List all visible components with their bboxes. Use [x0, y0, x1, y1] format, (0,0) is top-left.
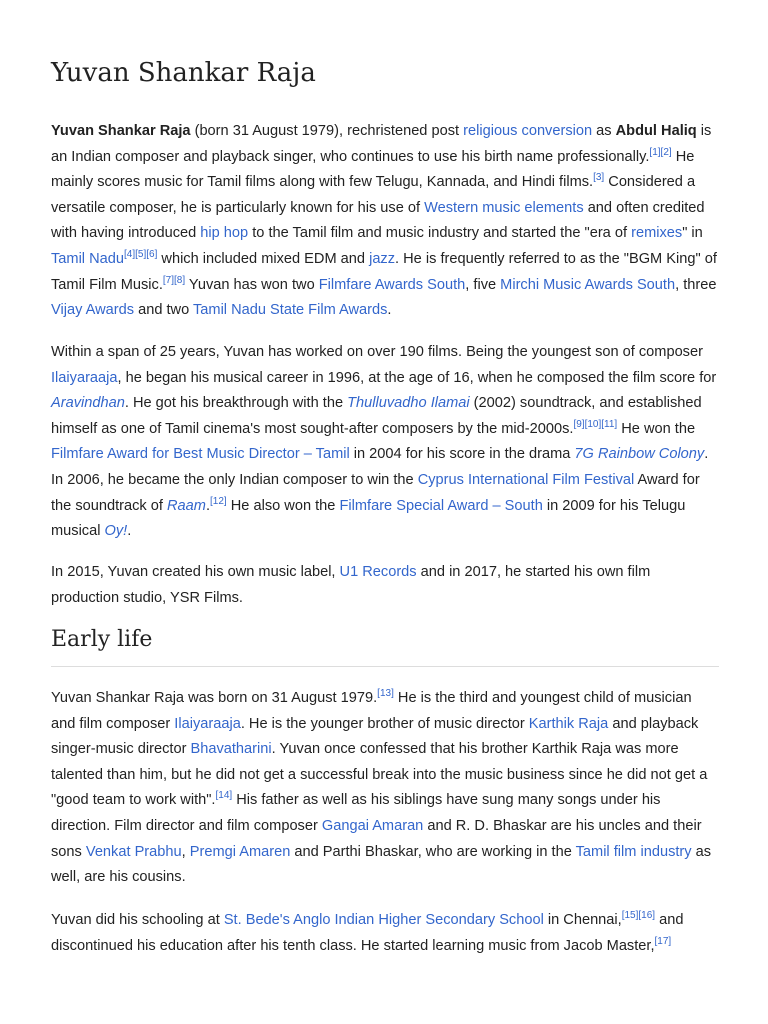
- text: " in: [682, 225, 703, 242]
- text: (2002) soundtrack, and established himself as one of Tamil cinema's most sought-after composers by the mid-2000s.: [51, 395, 702, 437]
- text: in Chennai,: [543, 912, 622, 928]
- link-st-bedes-school[interactable]: St. Bede's Anglo Indian Higher Secondary School: [223, 912, 544, 928]
- link-remixes[interactable]: remixes: [631, 225, 683, 242]
- text: and often credited with having introduced: [51, 199, 705, 242]
- text: and R. D. Bhaskar are his uncles and their sons: [51, 817, 702, 860]
- text: as: [592, 123, 616, 139]
- link-tamil-film-industry[interactable]: Tamil film industry: [575, 843, 692, 860]
- link-western-music-elements[interactable]: Western music elements: [424, 199, 584, 216]
- link-thulluvadho-ilamai[interactable]: Thulluvadho Ilamai: [347, 395, 470, 412]
- citation[interactable]: [7][8]: [162, 274, 186, 286]
- text: Yuvan Shankar Raja was born on 31 August 1979.: [51, 690, 378, 706]
- text: and in 2017, he started his own film production studio, YSR Films.: [51, 564, 651, 606]
- link-premgi-amaren[interactable]: Premgi Amaren: [189, 843, 291, 860]
- page-title: Yuvan Shankar Raja: [51, 58, 316, 88]
- text: in 2009 for his Telugu musical: [51, 497, 686, 540]
- text: . In 2006, he became the only Indian composer to win the: [51, 446, 709, 488]
- link-u1-records[interactable]: U1 Records: [339, 564, 417, 580]
- text: Within a span of 25 years, Yuvan has worked on over 190 films. Being the youngest son of composer: [51, 344, 703, 360]
- alt-name: Abdul Haliq: [615, 123, 697, 139]
- text: Considered a versatile composer, he is particularly known for his use of: [51, 174, 696, 216]
- link-mirchi-music-awards-south[interactable]: Mirchi Music Awards South: [500, 276, 676, 293]
- link-tamil-nadu-state-film-awards[interactable]: Tamil Nadu State Film Awards: [193, 302, 388, 319]
- link-filmfare-special-award-south[interactable]: Filmfare Special Award – South: [339, 497, 543, 514]
- text: Yuvan did his schooling at: [51, 912, 224, 928]
- section-heading-early-life: Early life: [51, 627, 719, 667]
- text: Award for the soundtrack of: [51, 471, 700, 514]
- text: , he began his musical career in 1996, at the age of 16, when he composed the film score for: [117, 369, 717, 386]
- text: He is the third and youngest child of musician and film composer: [51, 690, 692, 732]
- text: as well, are his cousins.: [51, 843, 712, 886]
- text: ,: [181, 843, 190, 860]
- text: (born 31 August 1979), rechristened post: [190, 123, 464, 139]
- text: .: [387, 302, 392, 319]
- text: In 2015, Yuvan created his own music label,: [51, 564, 340, 580]
- link-venkat-prabhu[interactable]: Venkat Prabhu: [85, 843, 182, 860]
- link-hip-hop[interactable]: hip hop: [200, 225, 249, 242]
- link-7g-rainbow-colony[interactable]: 7G Rainbow Colony: [574, 446, 705, 463]
- text: is an Indian composer and playback singer, who continues to use his birth name professionally.: [51, 123, 712, 165]
- text: to the Tamil film and music industry and started the "era of: [248, 225, 632, 242]
- link-bhavatharini[interactable]: Bhavatharini: [190, 741, 272, 758]
- early-life-paragraph-2: [51, 908, 719, 959]
- intro-paragraph-1: [51, 119, 719, 324]
- text: . He is frequently referred to as the "BGM King" of Tamil Film Music.: [51, 250, 717, 293]
- text: and two: [134, 302, 193, 319]
- link-ilaiyaraaja[interactable]: Ilaiyaraaja: [51, 369, 118, 386]
- text: He won the: [617, 420, 696, 437]
- text: .: [205, 497, 211, 514]
- link-jazz[interactable]: jazz: [369, 250, 396, 267]
- text: He also won the: [226, 497, 340, 514]
- link-filmfare-awards-south[interactable]: Filmfare Awards South: [318, 276, 466, 293]
- text: .: [127, 523, 132, 540]
- citation[interactable]: [1][2]: [649, 146, 672, 158]
- subject-name: Yuvan Shankar Raja: [51, 123, 191, 139]
- link-vijay-awards[interactable]: Vijay Awards: [51, 302, 135, 319]
- text: Yuvan has won two: [185, 276, 319, 293]
- text: and Parthi Bhaskar, who are working in the: [290, 843, 576, 860]
- link-gangai-amaran[interactable]: Gangai Amaran: [321, 817, 424, 834]
- citation[interactable]: [4][5][6]: [124, 249, 158, 261]
- text: He mainly scores music for Tamil films along with few Telugu, Kannada, and Hindi films.: [51, 148, 695, 191]
- text: and discontinued his education after his tenth class. He started learning music from Jacob Master,: [51, 912, 684, 954]
- intro-paragraph-3: [51, 560, 719, 611]
- text: in 2004 for his score in the drama: [349, 446, 575, 463]
- citation[interactable]: [13]: [377, 688, 394, 700]
- link-oy[interactable]: Oy!: [104, 523, 128, 540]
- link-religious-conversion[interactable]: religious conversion: [463, 123, 593, 139]
- link-raam[interactable]: Raam: [167, 497, 206, 514]
- link-tamil-nadu[interactable]: Tamil Nadu: [51, 250, 124, 267]
- link-ilaiyaraaja[interactable]: Ilaiyaraaja: [174, 715, 241, 732]
- link-aravindhan[interactable]: Aravindhan: [51, 395, 125, 412]
- citation[interactable]: [15][16]: [621, 910, 656, 922]
- text: . Yuvan once confessed that his brother Karthik Raja was more talented than him, but he did not get a successful break into the music business since he did not get a "good team to work with".: [51, 741, 708, 809]
- link-cyprus-international-film-festival[interactable]: Cyprus International Film Festival: [417, 471, 635, 488]
- text: , three: [675, 276, 717, 293]
- link-filmfare-award-best-music-director[interactable]: Filmfare Award for Best Music Director – Tamil: [51, 446, 350, 463]
- text: which included mixed EDM and: [157, 250, 370, 267]
- citation[interactable]: [14]: [215, 790, 233, 802]
- early-life-paragraph-1: [51, 686, 719, 891]
- citation[interactable]: [3]: [593, 172, 605, 184]
- citation[interactable]: [17]: [654, 935, 672, 947]
- text: . He got his breakthrough with the: [124, 395, 348, 412]
- text: and playback singer-music director: [51, 715, 699, 758]
- citation[interactable]: [12]: [210, 495, 227, 507]
- text: , five: [465, 276, 501, 293]
- intro-paragraph-2: [51, 340, 719, 545]
- text: His father as well as his siblings have sung many songs under his direction. Film director and film composer: [51, 792, 661, 834]
- text: . He is the younger brother of music director: [240, 715, 529, 732]
- citation[interactable]: [9][10][11]: [573, 418, 618, 430]
- link-karthik-raja[interactable]: Karthik Raja: [528, 715, 609, 732]
